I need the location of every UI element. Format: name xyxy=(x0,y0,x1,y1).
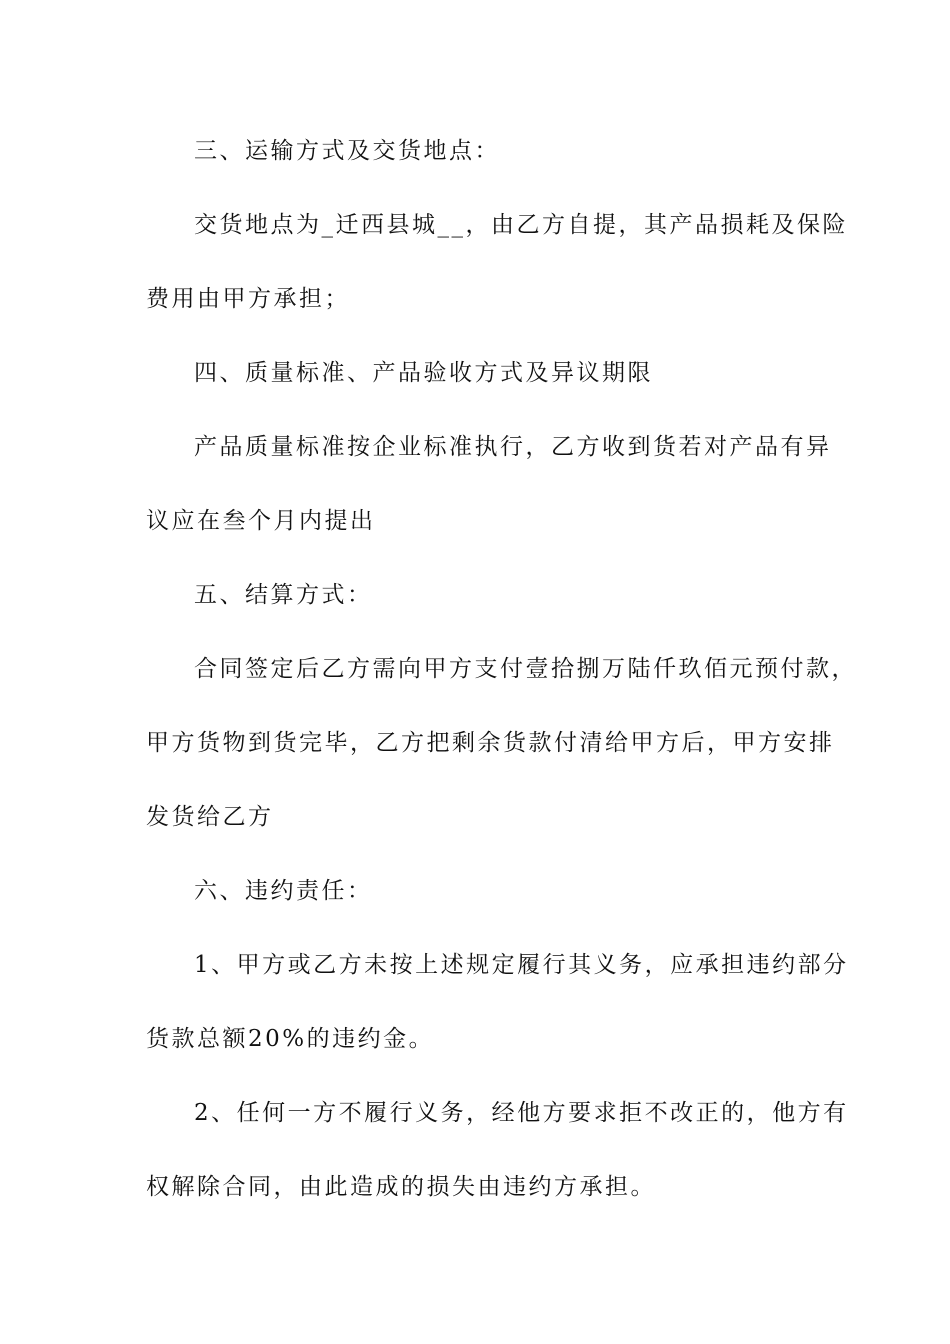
paragraph-line: 交货地点为_迁西县城__，由乙方自提，其产品损耗及保险 xyxy=(194,212,848,238)
section-heading-liability: 六、违约责任： xyxy=(194,878,373,904)
paragraph-line: 1、甲方或乙方未按上述规定履行其义务，应承担违约部分 xyxy=(194,952,849,978)
paragraph-line: 发货给乙方 xyxy=(146,804,274,830)
paragraph-line: 产品质量标准按企业标准执行，乙方收到货若对产品有异 xyxy=(194,434,832,460)
paragraph-line: 议应在叁个月内提出 xyxy=(146,508,376,534)
document-body xyxy=(146,131,857,1241)
section-heading-settlement: 五、结算方式： xyxy=(194,582,373,608)
section-heading-quality: 四、质量标准、产品验收方式及异议期限 xyxy=(194,360,653,386)
paragraph-line: 权解除合同，由此造成的损失由违约方承担。 xyxy=(146,1174,656,1200)
paragraph-line: 2、任何一方不履行义务，经他方要求拒不改正的，他方有 xyxy=(194,1100,849,1126)
section-heading-transport: 三、运输方式及交货地点： xyxy=(194,138,500,164)
paragraph-line: 甲方货物到货完毕，乙方把剩余货款付清给甲方后，甲方安排 xyxy=(146,730,835,756)
paragraph-line: 费用由甲方承担； xyxy=(146,286,350,312)
paragraph-line: 合同签定后乙方需向甲方支付壹拾捌万陆仟玖佰元预付款， xyxy=(194,656,857,682)
paragraph-line: 货款总额20%的违约金。 xyxy=(146,1026,435,1052)
